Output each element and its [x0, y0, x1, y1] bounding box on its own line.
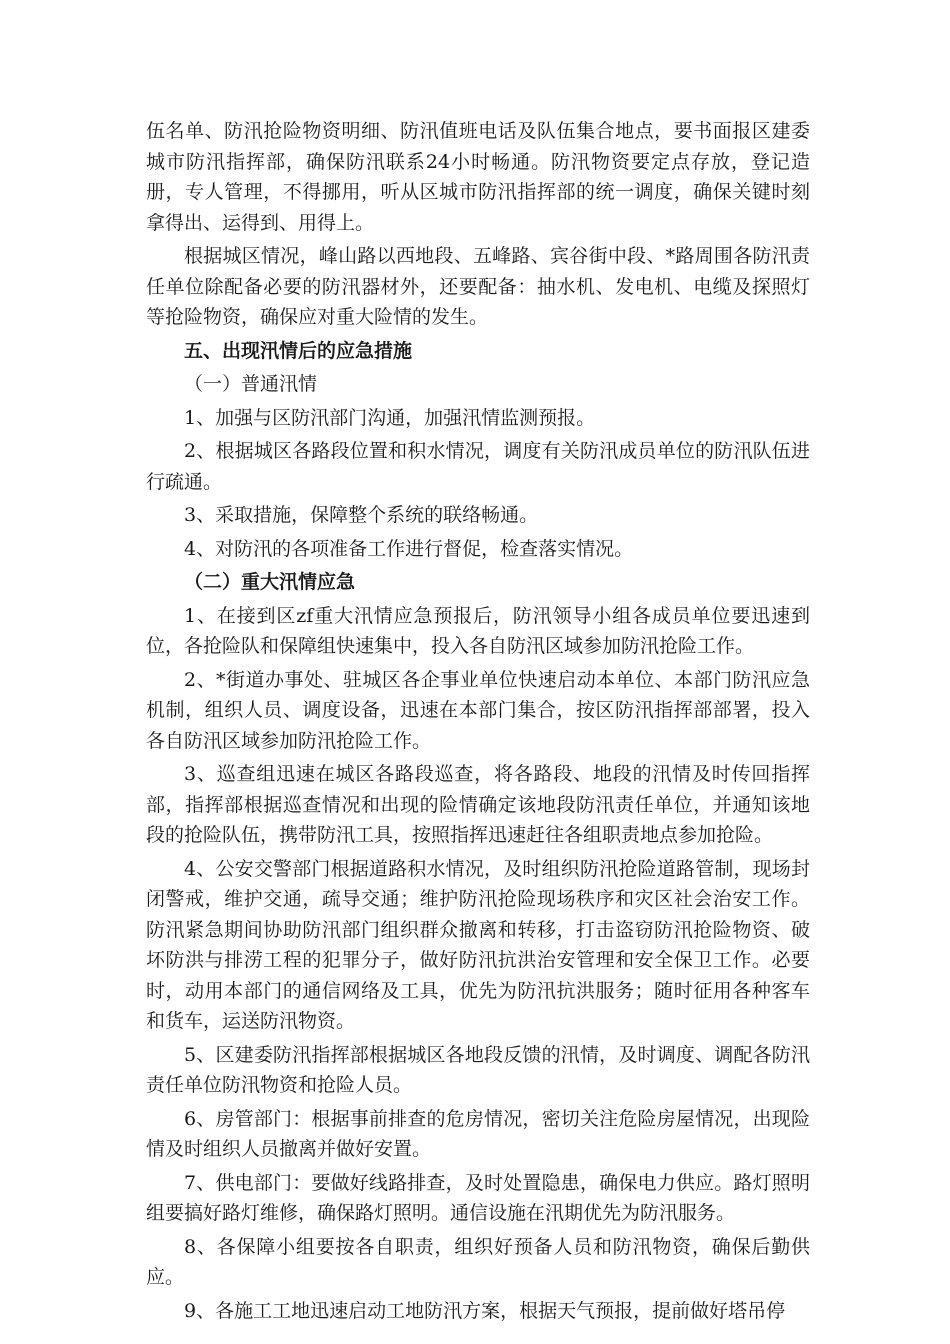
subheading-normal-flood: （一）普通汛情 [184, 373, 318, 395]
list-item: 3、巡查组迅速在城区各路段巡查，将各路段、地段的汛情及时传回指挥部，指挥部根据巡查情况和出现的险情确定该地段防汛责任单位，并通知该地段的抢险队伍，携带防汛工具，按照指挥迅速赶往各组职责地点参加抢险。 [146, 763, 810, 846]
list-item: 1、在接到区zf重大汛情应急预报后，防汛领导小组各成员单位要迅速到位，各抢险队和保障组快速集中，投入各自防汛区域参加防汛抢险工作。 [146, 604, 810, 657]
list-item: 1、加强与区防汛部门沟通，加强汛情监测预报。 [184, 406, 596, 429]
list-item: 5、区建委防汛指挥部根据城区各地段反馈的汛情，及时调度、调配各防汛责任单位防汛物资和抢险人员。 [146, 1043, 810, 1096]
paragraph-emergency-supplies: 根据城区情况，峰山路以西地段、五峰路、宾谷街中段、*路周围各防汛责任单位除配备必要的防汛器材外，还要配备：抽水机、发电机、电缆及探照灯等抢险物资，确保应对重大险情的发生。 [146, 245, 810, 328]
subheading-major-flood: （二）重大汛情应急 [184, 571, 356, 593]
paragraph-continuation: 伍名单、防汛抢险物资明细、防汛值班电话及队伍集合地点，要书面报区建委城市防汛指挥部，确保防汛联系24小时畅通。防汛物资要定点存放，登记造册，专人管理，不得挪用，听从区城市防汛指挥部的统一调度，确保关键时刻拿得出、运得到、用得上。 [146, 120, 810, 234]
list-item: 2、*街道办事处、驻城区各企事业单位快速启动本单位、本部门防汛应急机制，组织人员、调度设备，迅速在本部门集合，按区防汛指挥部部署，投入各自防汛区域参加防汛抢险工作。 [146, 668, 810, 752]
document-body [146, 116, 810, 1329]
list-item: 3、采取措施，保障整个系统的联络畅通。 [184, 504, 539, 526]
list-item: 4、对防汛的各项准备工作进行督促，检查落实情况。 [184, 537, 634, 560]
list-item: 6、房管部门：根据事前排查的危房情况，密切关注危险房屋情况，出现险情及时组织人员撤离并做好安置。 [146, 1107, 810, 1160]
list-item: 7、供电部门：要做好线路排查，及时处置隐患，确保电力供应。路灯照明组要搞好路灯维修，确保路灯照明。通信设施在汛期优先为防汛服务。 [146, 1171, 810, 1224]
list-item: 9、各施工工地迅速启动工地防汛方案，根据天气预报，提前做好塔吊停 [184, 1299, 786, 1322]
section-heading-emergency-measures: 五、出现汛情后的应急措施 [184, 339, 413, 362]
list-item: 2、根据城区各路段位置和积水情况，调度有关防汛成员单位的防汛队伍进行疏通。 [146, 440, 810, 493]
list-item: 4、公安交警部门根据道路积水情况，及时组织防汛抢险道路管制，现场封闭警戒，维护交通，疏导交通；维护防汛抢险现场秩序和灾区社会治安工作。防汛紧急期间协助防汛部门组织群众撤离和转移，打击盗窃防汛抢险物资、破坏防洪与排涝工程的犯罪分子，做好防汛抗洪治安管理和安全保卫工作。必要时，动用本部门的通信网络及工具，优先为防汛抗洪服务；随时征用各种客车和货车，运送防汛物资。 [146, 857, 810, 1032]
list-item: 8、各保障小组要按各自职责，组织好预备人员和防汛物资，确保后勤供应。 [146, 1235, 810, 1288]
